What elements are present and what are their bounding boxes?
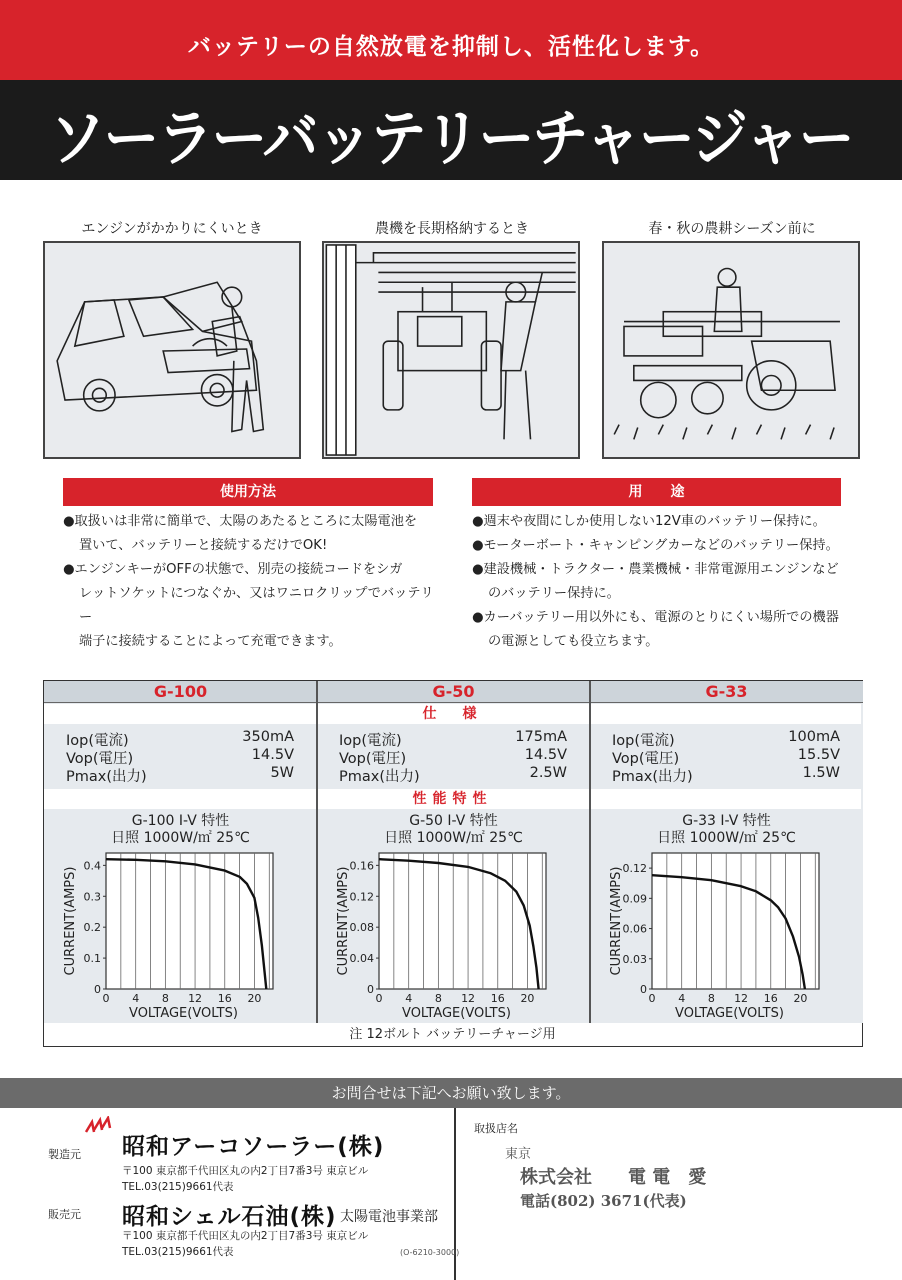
x-tick-label: 20: [520, 992, 535, 1005]
y-tick-label: 0: [640, 983, 647, 996]
header-subtitle: バッテリーの自然放電を抑制し、活性化します。: [187, 34, 715, 60]
chart-note: 注 12ボルト バッテリーチャージ用: [44, 1025, 861, 1045]
list-item: ●エンジンキーがOFFの状態で、別売の接続コードをシガ: [63, 562, 403, 577]
dealer-stamp-line2: 株式会社 電 電 愛: [520, 1167, 707, 1188]
y-tick-label: 0.03: [622, 952, 647, 966]
x-tick-label: 4: [678, 992, 686, 1005]
spec-row-iop: Iop(電流) 100mA: [612, 729, 840, 749]
rice-planter-illustration: [602, 241, 860, 459]
list-item: ●モーターボート・キャンピングカーなどのバッテリー保持。: [472, 538, 839, 553]
chart-title-g33: G-33 I-V 特性 日照 1000W/㎡ 25℃: [657, 813, 796, 846]
x-axis-label: VOLTAGE(VOLTS): [675, 1006, 784, 1021]
model-header-g100: G-100: [44, 681, 317, 703]
list-item: レットソケットにつなぐか、又はワニロクリップでバッテリー: [79, 586, 434, 625]
list-item: ●週末や夜間にしか使用しない12V車のバッテリー保持に。: [472, 514, 826, 529]
y-tick-label: 0.16: [349, 859, 374, 873]
plot-area: [379, 853, 546, 989]
spec-row-vop: Vop(電圧) 14.5V: [339, 747, 567, 767]
y-tick-label: 0: [367, 983, 374, 996]
iv-chart-g50: [317, 849, 590, 1021]
scene-caption-season: 春・秋の農耕シーズン前に: [648, 221, 816, 237]
maker-address: 〒100 東京都千代田区丸の内2丁目7番3号 東京ビル TEL.03(215)9661代表: [122, 1165, 369, 1193]
tractor-garage-illustration: [322, 241, 580, 459]
list-item: の電源としても役立ちます。: [488, 634, 659, 649]
dealer-label: 取扱店名: [474, 1122, 518, 1135]
seller-name: 昭和シェル石油(株): [122, 1204, 337, 1230]
y-tick-label: 0.4: [83, 859, 101, 873]
y-tick-label: 0.12: [349, 890, 374, 904]
dealer-stamp-line1: 東京: [505, 1147, 532, 1162]
car-engine-illustration: [43, 241, 301, 459]
x-tick-label: 20: [247, 992, 262, 1005]
spec-row-vop: Vop(電圧) 15.5V: [612, 747, 840, 767]
list-item: のバッテリー保持に。: [488, 586, 620, 601]
list-item: 置いて、バッテリーと接続するだけでOK!: [79, 538, 328, 553]
maker-name: 昭和アーコソーラー(株): [122, 1134, 385, 1160]
x-tick-label: 16: [490, 992, 505, 1005]
x-axis-label: VOLTAGE(VOLTS): [402, 1006, 511, 1021]
x-tick-label: 16: [217, 992, 232, 1005]
spec-table: [43, 680, 863, 1047]
y-tick-label: 0: [94, 983, 101, 996]
chart-title-g100: G-100 I-V 特性 日照 1000W/㎡ 25℃: [111, 813, 250, 846]
iv-chart-g33: [590, 849, 863, 1021]
spec-row-pmax: Pmax(出力) 2.5W: [339, 765, 567, 785]
x-tick-label: 8: [707, 992, 715, 1005]
applications-heading: 用 途: [472, 478, 841, 506]
x-tick-label: 0: [375, 992, 383, 1005]
header-red-band: [0, 0, 902, 80]
x-tick-label: 4: [132, 992, 140, 1005]
model-header-g33: G-33: [590, 681, 863, 703]
list-item: ●建設機械・トラクター・農業機械・非常電源用エンジンなど: [472, 562, 839, 577]
y-axis-label: CURRENT(AMPS): [336, 866, 351, 976]
y-tick-label: 0.3: [83, 890, 101, 904]
x-tick-label: 12: [734, 992, 749, 1005]
x-axis-label: VOLTAGE(VOLTS): [129, 1006, 238, 1021]
spec-row-iop: Iop(電流) 350mA: [66, 729, 294, 749]
seller-address: 〒100 東京都千代田区丸の内2丁目7番3号 東京ビル TEL.03(215)9661代表: [122, 1230, 369, 1258]
scene-caption-storage: 農機を長期格納するとき: [375, 221, 529, 237]
y-axis-label: CURRENT(AMPS): [63, 866, 78, 976]
chart-title-g50: G-50 I-V 特性 日照 1000W/㎡ 25℃: [384, 813, 523, 846]
y-tick-label: 0.09: [622, 892, 647, 906]
plot-area: [106, 853, 273, 989]
x-tick-label: 0: [102, 992, 110, 1005]
seller-label: 販売元: [48, 1208, 81, 1221]
spec-section-title: 仕 様: [44, 704, 861, 724]
usage-list: [63, 510, 443, 654]
x-tick-label: 20: [793, 992, 808, 1005]
dealer-stamp-line3: 電話(802) 3671(代表): [520, 1192, 687, 1210]
iv-chart-g100: [44, 849, 317, 1021]
x-tick-label: 0: [648, 992, 656, 1005]
spec-row-vop: Vop(電圧) 14.5V: [66, 747, 294, 767]
y-tick-label: 0.12: [622, 862, 647, 876]
spec-row-pmax: Pmax(出力) 5W: [66, 765, 294, 785]
x-tick-label: 16: [763, 992, 778, 1005]
y-tick-label: 0.2: [83, 921, 101, 935]
x-tick-label: 8: [434, 992, 442, 1005]
applications-list: [472, 510, 872, 654]
y-tick-label: 0.06: [622, 922, 647, 936]
seller-dept: 太陽電池事業部: [340, 1209, 438, 1225]
x-tick-label: 8: [161, 992, 169, 1005]
plot-area: [652, 853, 819, 989]
header-black-band: [0, 80, 902, 180]
list-item: 端子に接続することによって充電できます。: [79, 634, 342, 649]
x-tick-label: 12: [461, 992, 476, 1005]
page-title: ソーラーバッテリーチャージャー: [49, 103, 853, 175]
list-item: ●カーバッテリー用以外にも、電源のとりにくい場所での機器: [472, 610, 839, 625]
y-axis-label: CURRENT(AMPS): [609, 866, 624, 976]
y-tick-label: 0.1: [83, 952, 101, 966]
model-header-g50: G-50: [317, 681, 590, 703]
document-code: (O-6210-3000): [400, 1248, 460, 1257]
x-tick-label: 12: [188, 992, 203, 1005]
x-tick-label: 4: [405, 992, 413, 1005]
spec-row-iop: Iop(電流) 175mA: [339, 729, 567, 749]
performance-section-title: 性能特性: [44, 789, 861, 809]
inquiry-bar: お問合せは下記へお願い致します。: [0, 1078, 902, 1108]
list-item: ●取扱いは非常に簡単で、太陽のあたるところに太陽電池を: [63, 514, 418, 529]
spec-row-pmax: Pmax(出力) 1.5W: [612, 765, 840, 785]
maker-label: 製造元: [48, 1148, 81, 1161]
usage-heading: 使用方法: [63, 478, 433, 506]
y-tick-label: 0.08: [349, 921, 374, 935]
y-tick-label: 0.04: [349, 952, 374, 966]
arco-logo-icon: [84, 1116, 114, 1136]
scene-caption-engine: エンジンがかかりにくいとき: [81, 221, 263, 237]
